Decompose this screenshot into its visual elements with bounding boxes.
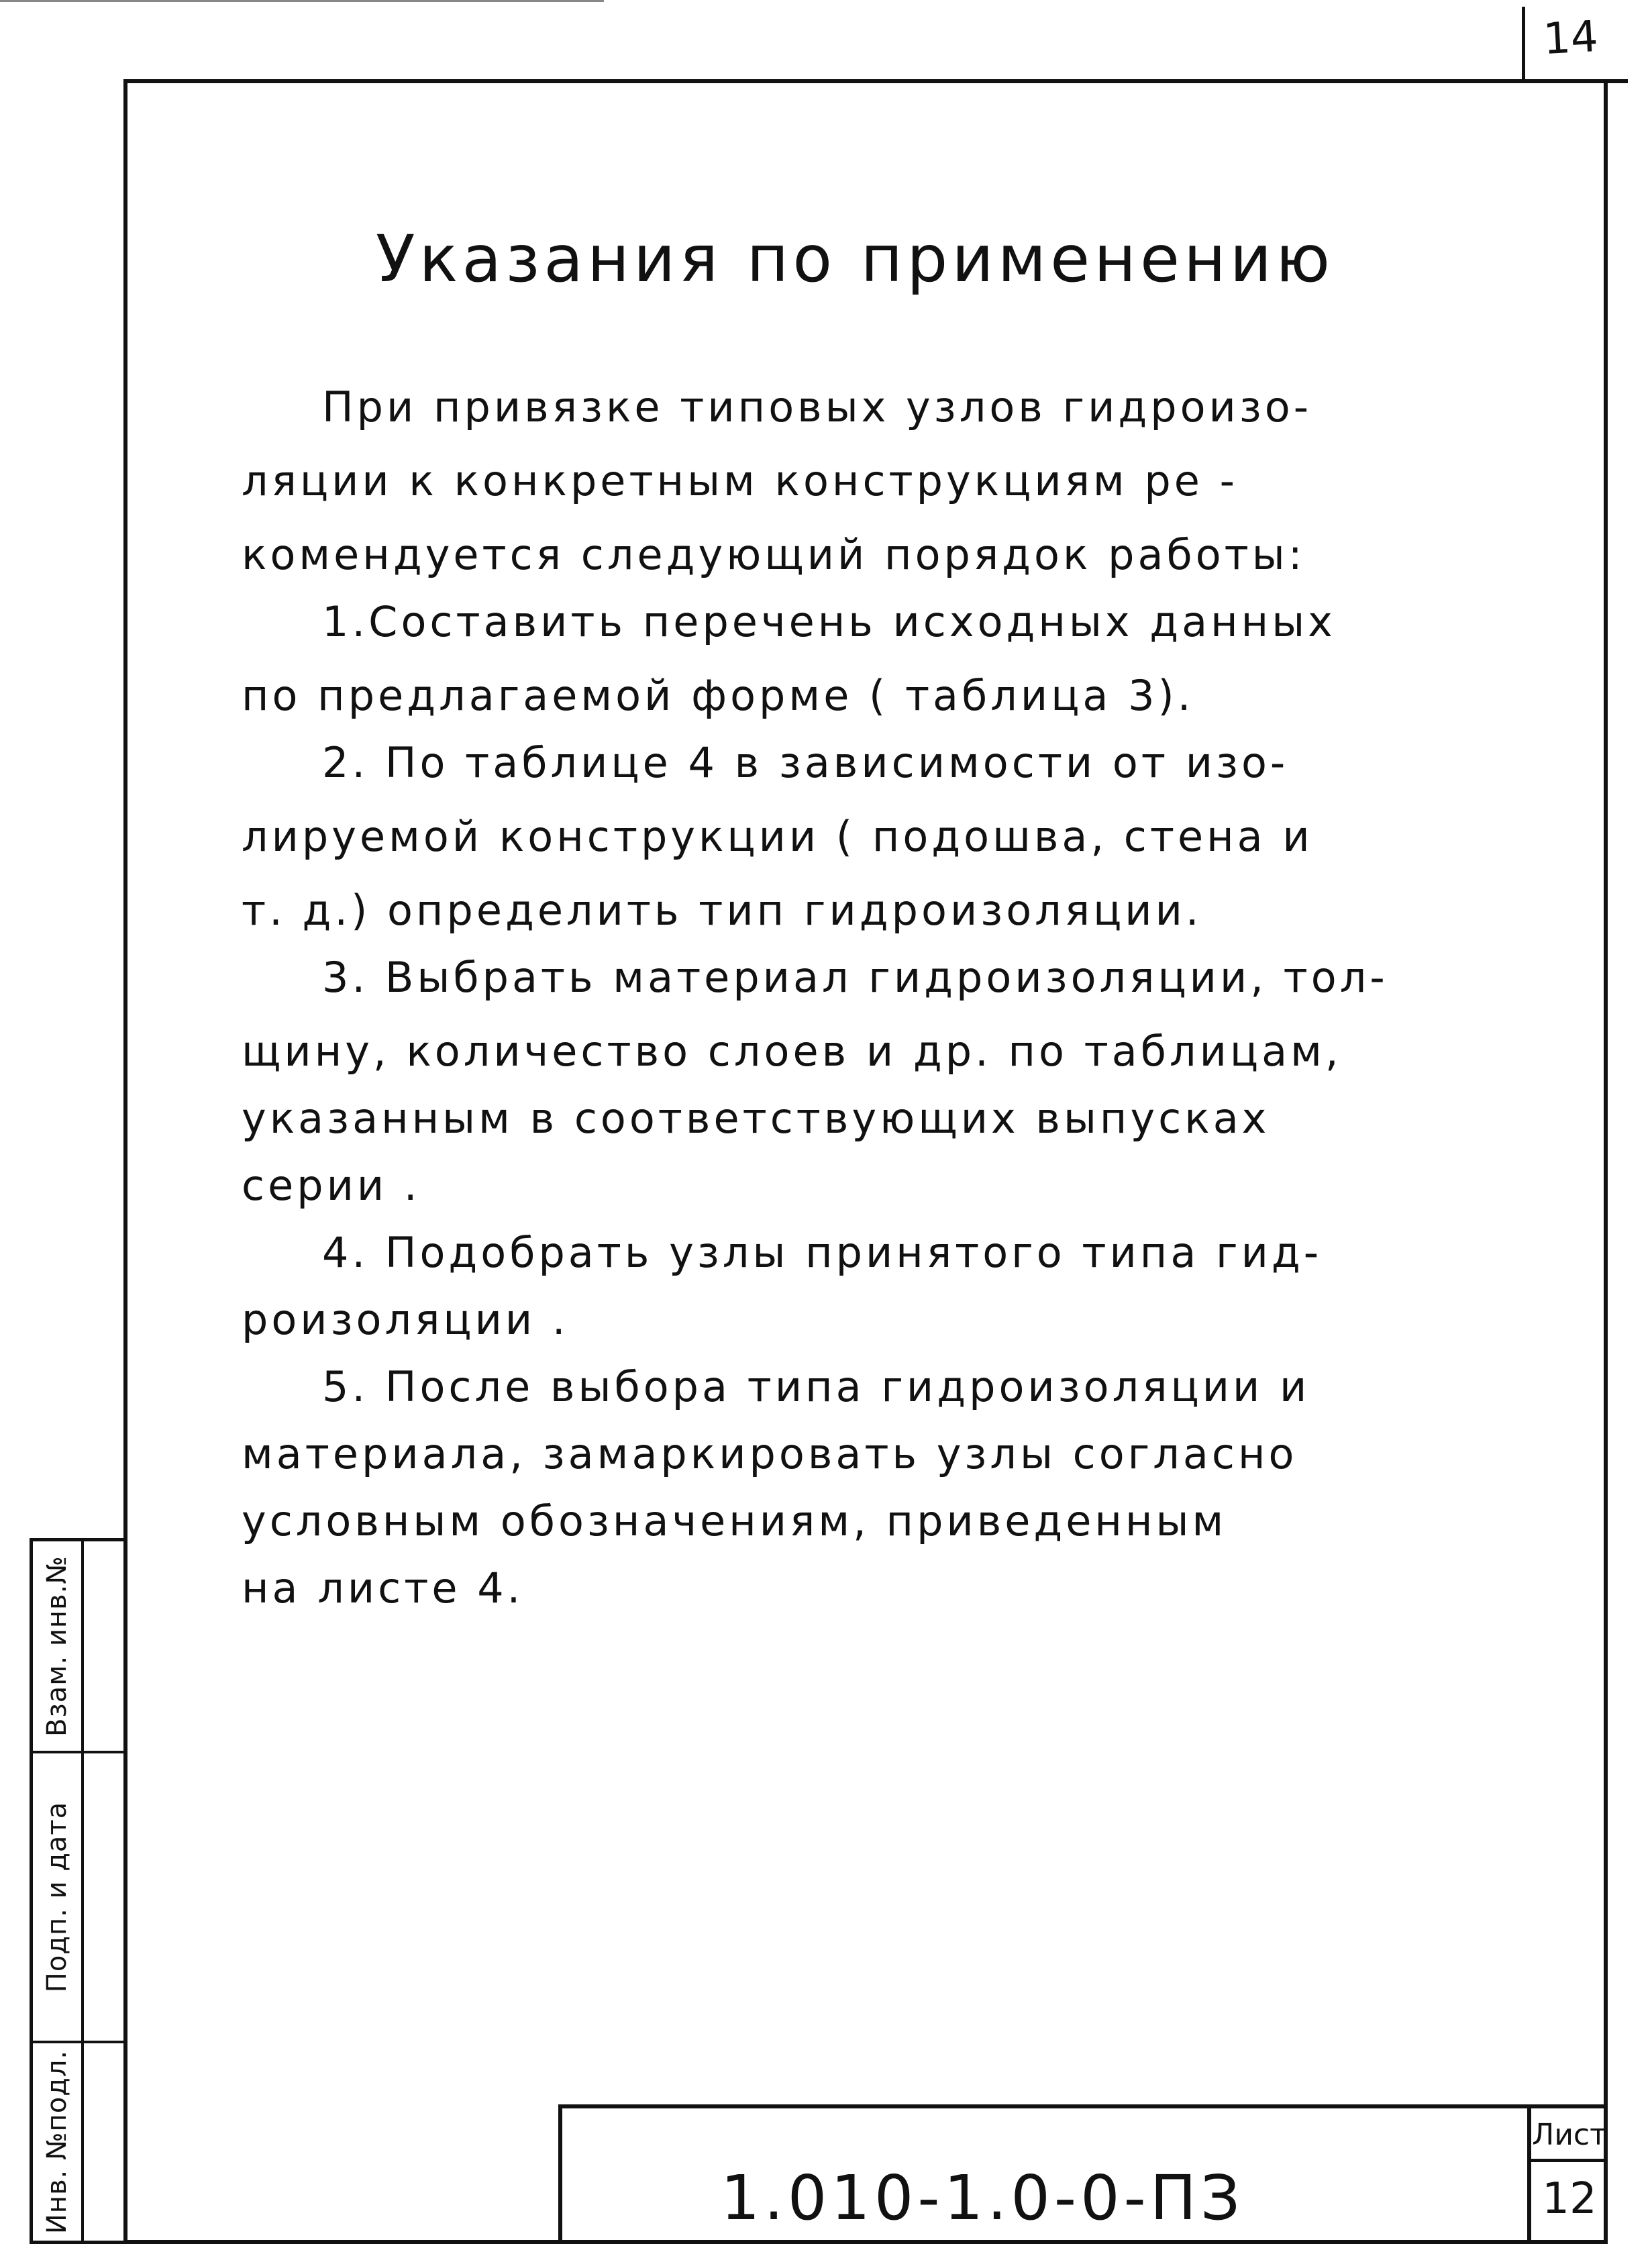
body-line: щину, количество слоев и др. по таблицам, xyxy=(242,1027,1342,1076)
side-label-inv-podl: Инв. №подл. xyxy=(42,2049,72,2235)
body-line: комендуется следующий порядок работы: xyxy=(242,530,1306,579)
scan-edge-line xyxy=(0,0,604,2)
body-line: 2. По таблице 4 в зависимости от изо- xyxy=(322,738,1289,787)
sheet-value: 12 xyxy=(1542,2174,1597,2224)
side-cell-inv-podl xyxy=(33,2041,81,2241)
body-line: ляции к конкретным конструкциям ре - xyxy=(242,456,1238,505)
body-line: т. д.) определить тип гидроизоляции. xyxy=(242,886,1202,935)
body-line: лируемой конструкции ( подошва, стена и xyxy=(242,812,1313,861)
side-cell-podp-data xyxy=(33,1751,81,2041)
document-code: 1.010-1.0-0-ПЗ xyxy=(721,2162,1244,2234)
frame-top-extension xyxy=(1608,79,1628,83)
side-value-vzam-inv xyxy=(84,1541,127,1751)
body-line: условным обозначениям, приведенным xyxy=(242,1496,1227,1545)
body-line: серии . xyxy=(242,1161,421,1210)
side-label-vzam-inv: Взам. инв.№ xyxy=(42,1555,72,1737)
sheet-number: 14 xyxy=(1542,11,1600,65)
side-cell-vzam-inv xyxy=(33,1541,81,1751)
sheet-cell xyxy=(1527,2108,1608,2244)
body-line: 5. После выбора типа гидроизоляции и xyxy=(322,1362,1310,1411)
body-line: материала, замаркировать узлы согласно xyxy=(242,1429,1298,1478)
title-block xyxy=(558,2104,1608,2244)
side-label-podp-data: Подп. и дата xyxy=(42,1801,72,1993)
sheet-number-divider xyxy=(1522,7,1525,81)
body-line: 3. Выбрать материал гидроизоляции, тол- xyxy=(322,953,1388,1002)
document-title: Указания по применению xyxy=(376,221,1334,297)
body-line: 1.Составить перечень исходных данных xyxy=(322,597,1336,646)
side-value-inv-podl xyxy=(84,2041,127,2241)
body-line: указанным в соответствующих выпусках xyxy=(242,1094,1270,1143)
body-line: При привязке типовых узлов гидроизо- xyxy=(322,382,1312,431)
sheet-label: Лист xyxy=(1531,2108,1608,2162)
body-line: на листе 4. xyxy=(242,1564,524,1613)
body-line: роизоляции . xyxy=(242,1295,569,1344)
body-line: по предлагаемой форме ( таблица 3). xyxy=(242,671,1194,720)
side-stamp xyxy=(30,1538,123,2244)
side-value-podp-data xyxy=(84,1751,127,2041)
body-line: 4. Подобрать узлы принятого типа гид- xyxy=(322,1228,1323,1277)
